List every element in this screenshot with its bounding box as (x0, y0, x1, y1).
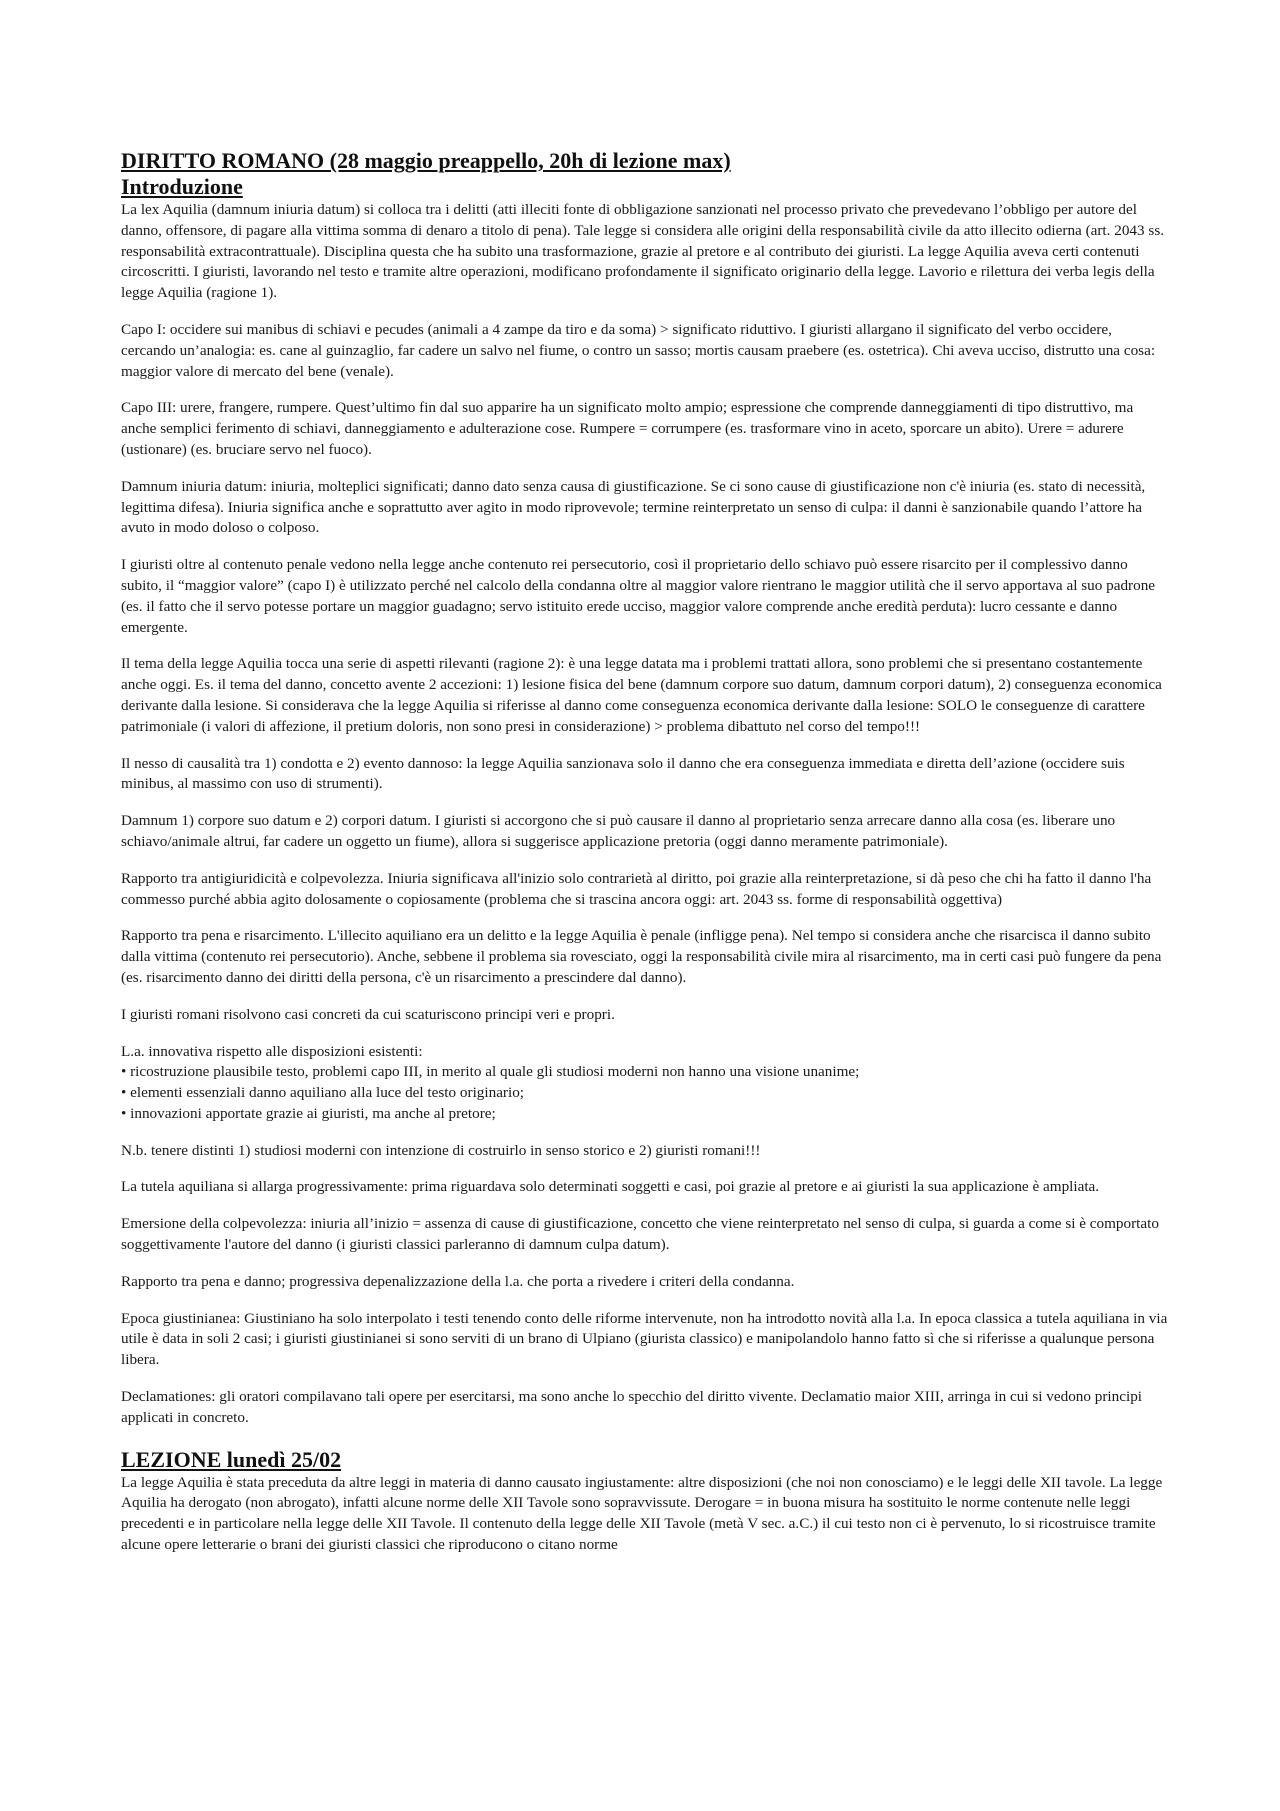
paragraph: Declamationes: gli oratori compilavano tali opere per esercitarsi, ma sono anche lo specchio del diritto vivente. Declamatio maior XIII, arringa in cui si vedono principi applicati in concreto. (121, 1388, 1143, 1426)
paragraph: La lex Aquilia (damnum iniuria datum) si colloca tra i delitti (atti illeciti fonte di obbligazione sanzionati nel processo privato che prevedevano l’obbligo per autore del danno, offensore, di pagare alla vittima somma di denaro a titolo di pena). Tale legge si considera alle origini della responsabilità civile da atto illecito odierna (art. 2043 ss. responsabilità extracontrattuale). Disciplina questa che ha subito una trasformazione, grazie al pretore e al contributo dei giuristi. La legge Aquilia aveva certi contenuti circoscritti. I giuristi, lavorando nel testo e tramite altre operazioni, modificano profondamente il significato originario della legge. Lavorio e rilettura dei verba legis della legge Aquilia (ragione 1). (121, 201, 1165, 302)
paragraph: Damnum 1) corpore suo datum e 2) corpori datum. I giuristi si accorgono che si può causare il danno al proprietario senza arrecare danno alla cosa (es. liberare uno schiavo/animale altrui, far cadere un oggetto un fiume), allora si suggerisce applicazione pretoria (oggi danno meramente patrimoniale). (121, 812, 1116, 850)
paragraph: Epoca giustinianea: Giustiniano ha solo interpolato i testi tenendo conto delle riforme intervenute, non ha introdotto novità alla l.a. In epoca classica a tutela aquiliana in via utile è data in soli 2 casi; i giuristi giustinianei si sono serviti di un brano di Ulpiano (giurista classico) e manipolandolo hanno fatto sì che si riferisse a qualunque persona libera. (121, 1309, 1168, 1369)
paragraph: Rapporto tra pena e danno; progressiva depenalizzazione della l.a. che porta a rivedere i criteri della condanna. (121, 1272, 795, 1290)
paragraph: I giuristi romani risolvono casi concreti da cui scaturiscono principi veri e propri. (121, 1005, 615, 1023)
list-item: • elementi essenziali danno aquiliano alla luce del testo originario; (121, 1083, 1169, 1104)
paragraph: Capo III: urere, frangere, rumpere. Quest’ultimo fin dal suo apparire ha un significato molto ampio; espressione che comprende danneggiamenti di tipo distruttivo, ma anche semplici ferimento di schiavi, danneggiamento e adulterazione cose. Rumpere = corrumpere (es. trasformare vino in aceto, sporcare un abito). Urere = adurere (ustionare) (es. bruciare servo nel fuoco). (121, 399, 1134, 458)
section-heading-introduzione: Introduzione (121, 174, 243, 199)
paragraph: Il tema della legge Aquilia tocca una serie di aspetti rilevanti (ragione 2): è una legge datata ma i problemi trattati allora, sono problemi che si presentano costantemente anche oggi. Es. il tema del danno, concetto avente 2 accezioni: 1) lesione fisica del bene (damnum corpore suo datum, damnum corpori datum), 2) conseguenza economica derivante dalla lesione. Si considerava che la legge Aquilia si riferisse al danno come conseguenza economica derivante dalla lesione: SOLO le conseguenze di carattere patrimoniale (i valori di affezione, il pretium doloris, non sono presi in considerazione) > problema dibattuto nel corso del tempo!!! (121, 655, 1162, 735)
document-title: DIRITTO ROMANO (28 maggio preappello, 20h di lezione max) (121, 148, 731, 173)
document-page (121, 148, 1169, 1572)
list-item: • ricostruzione plausibile testo, problemi capo III, in merito al quale gli studiosi moderni non hanno una visione unanime; (121, 1062, 1169, 1083)
paragraph: I giuristi oltre al contenuto penale vedono nella legge anche contenuto rei persecutorio, così il proprietario dello schiavo può essere risarcito per il complessivo danno subito, il “maggior valore” (capo I) è utilizzato perché nel calcolo della condanna oltre al maggior valore rientrano le maggior utilità che il servo apportava al suo padrone (es. il fatto che il servo potesse portare un maggior guadagno; servo istituito erede ucciso, maggior valore comprende anche eredità perduta): lucro cessante e danno emergente. (121, 556, 1156, 636)
paragraph: Damnum iniuria datum: iniuria, molteplici significati; danno dato senza causa di giustificazione. Se ci sono cause di giustificazione non c'è iniuria (es. stato di necessità, legittima difesa). Iniuria significa anche e soprattutto aver agito in modo riprovevole; termine reinterpretato un senso di culpa: il danni è sanzionabile quando l’attore ha avuto in modo doloso o colposo. (121, 477, 1146, 537)
paragraph: La tutela aquiliana si allarga progressivamente: prima riguardava solo determinati soggetti e casi, poi grazie al pretore e ai giuristi la sua applicazione è ampliata. (121, 1178, 1100, 1196)
paragraph: Emersione della colpevolezza: iniuria all’inizio = assenza di cause di giustificazione, concetto che viene reinterpretato nel senso di culpa, si guarda a come si è comportato soggettivamente l'autore del danno (i giuristi classici parleranno di damnum culpa datum). (121, 1215, 1159, 1254)
paragraph: La legge Aquilia è stata preceduta da altre leggi in materia di danno causato ingiustamente: altre disposizioni (che noi non conosciamo) e le leggi delle XII tavole. La legge Aquilia ha derogato (non abrogato), infatti alcune norme delle XII Tavole sono sopravvissute. Derogare = in buona misura ha sostituito le norme contenute nelle leggi precedenti e in particolare nella legge delle XII Tavole. Il contenuto della legge delle XII Tavole (metà V sec. a.C.) il cui testo non ci è pervenuto, lo si ricostruisce tramite alcune opere letterarie o brani dei giuristi classici che riproducono o citano norme (121, 1473, 1163, 1554)
section-heading-lezione: LEZIONE lunedì 25/02 (121, 1446, 342, 1472)
paragraph: Il nesso di causalità tra 1) condotta e 2) evento dannoso: la legge Aquilia sanzionava solo il danno che era conseguenza immediata e diretta dell’azione (occidere suis minibus, al massimo con uso di strumenti). (121, 754, 1125, 793)
paragraph: Rapporto tra pena e risarcimento. L'illecito aquiliano era un delitto e la legge Aquilia è penale (infligge pena). Nel tempo si considera anche che risarcisca il danno subito dalla vittima (contenuto rei persecutorio). Anche, sebbene il problema sia rovesciato, oggi la responsabilità civile mira al risarcimento, ma in certi casi può fungere da pena (es. risarcimento danno dei diritti della persona, c'è un risarcimento a prescindere dal danno). (121, 927, 1162, 986)
paragraph: Rapporto tra antigiuridicità e colpevolezza. Iniuria significava all'inizio solo contrarietà al diritto, poi grazie alla reinterpretazione, si dà peso che chi ha fatto il danno l'ha commesso purché abbia agito dolosamente o copiosamente (problema che si trascina ancora oggi: art. 2043 ss. forme di responsabilità oggettiva) (121, 869, 1152, 908)
list-intro: L.a. innovativa rispetto alle disposizioni esistenti: (121, 1042, 423, 1060)
paragraph: Capo I: occidere sui manibus di schiavi e pecudes (animali a 4 zampe da tiro e da soma) > significato riduttivo. I giuristi allargano il significato del verbo occidere, cercando un’analogia: es. cane al guinzaglio, far cadere un salvo nel fiume, o contro un sasso; mortis causam praebere (es. ostetrica). Chi aveva ucciso, distrutto una cosa: maggior valore di mercato del bene (venale). (121, 320, 1156, 380)
paragraph: N.b. tenere distinti 1) studiosi moderni con intenzione di costruirlo in senso storico e 2) giuristi romani!!! (121, 1141, 761, 1159)
bullet-list (121, 1062, 1169, 1124)
list-item: • innovazioni apportate grazie ai giuristi, ma anche al pretore; (121, 1104, 1169, 1125)
